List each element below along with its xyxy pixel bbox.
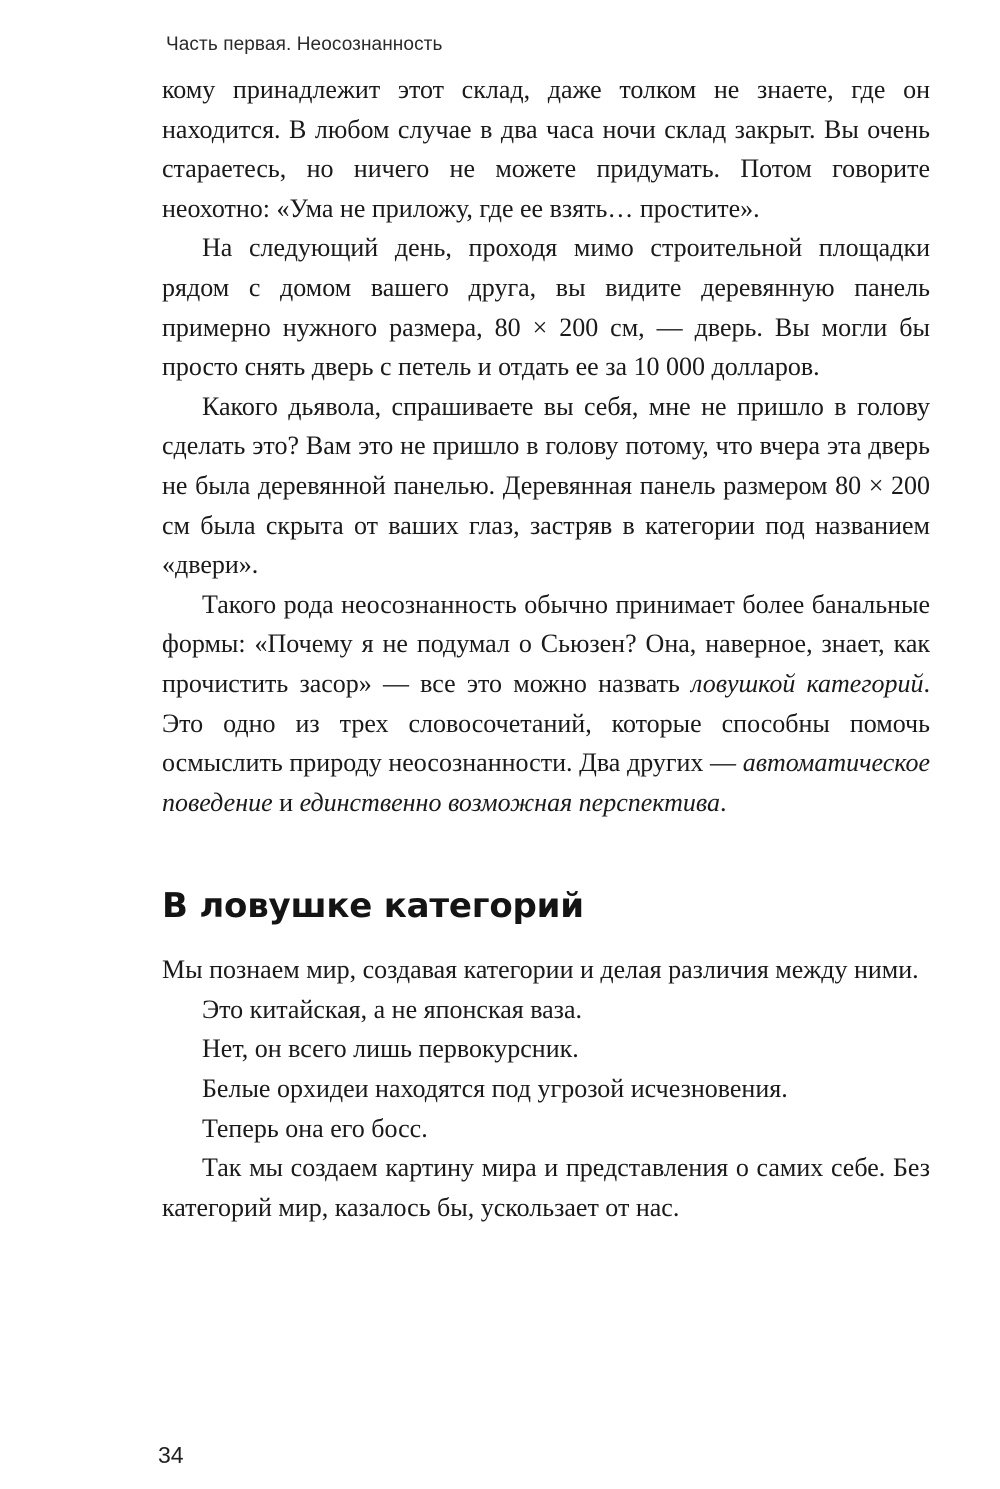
term-automatic-behavior: автоматическое поведение xyxy=(162,748,930,817)
paragraph-3: Какого дьявола, спрашиваете вы себя, мне не пришло в голову сделать это? Вам это не пришло в голову потому, что вчера эта дверь не была деревянной панелью. Деревянная панель размером 80 × 200 см была скрыта от ваших глаз, застряв в категории под названием «двери». xyxy=(162,391,930,580)
running-head: Часть первая. Неосознанность xyxy=(166,34,443,55)
paragraph-2: На следующий день, проходя мимо строительной площадки рядом с домом вашего друга, вы видите деревянную панель примерно нужного размера, 80 × 200 см, — дверь. Вы могли бы просто снять дверь с петель и отдать ее за 10 000 долларов. xyxy=(162,233,930,382)
section-paragraph-3: Нет, он всего лишь первокурсник. xyxy=(202,1034,579,1064)
paragraph-4-text-a: Такого рода неосознанность обычно принимает более банальные формы: «Почему я не подумал о Сьюзен? Она, наверное, знает, как прочистить засор» — все это можно назвать xyxy=(162,589,930,698)
paragraph-4 xyxy=(162,585,930,823)
term-category-trap: ловушкой категорий xyxy=(691,668,924,698)
page-number: 34 xyxy=(158,1442,184,1468)
paragraph-1: кому принадлежит этот склад, даже толком не знаете, где он находится. В любом случае в два часа ночи склад закрыт. Вы очень стараетесь, но ничего не можете придумать. Потом говорите неохотно: «Ума не приложу, где ее взять… простите». xyxy=(162,75,930,223)
section-paragraph-6: Так мы создаем картину мира и представления о самих себе. Без категорий мир, казалось бы, ускользает от нас. xyxy=(162,1153,930,1222)
section-paragraph-5: Теперь она его босс. xyxy=(202,1113,428,1143)
paragraph-4-text-d: . xyxy=(719,787,727,817)
term-single-perspective: единственно возможная перспектива xyxy=(299,787,720,817)
paragraph-4-text-c: и xyxy=(272,787,300,817)
section-paragraph-2: Это китайская, а не японская ваза. xyxy=(202,994,582,1024)
paragraph-4-text-b: . Это одно из трех словосочетаний, которые способны помочь осмыслить природу неосознанности. Два других — xyxy=(162,668,930,778)
section-paragraph-1: Мы познаем мир, создавая категории и делая различия между ними. xyxy=(162,955,919,985)
section-paragraph-4: Белые орхидеи находятся под угрозой исчезновения. xyxy=(202,1074,788,1104)
page-body xyxy=(162,70,930,1227)
section-heading: В ловушке категорий xyxy=(162,886,584,927)
